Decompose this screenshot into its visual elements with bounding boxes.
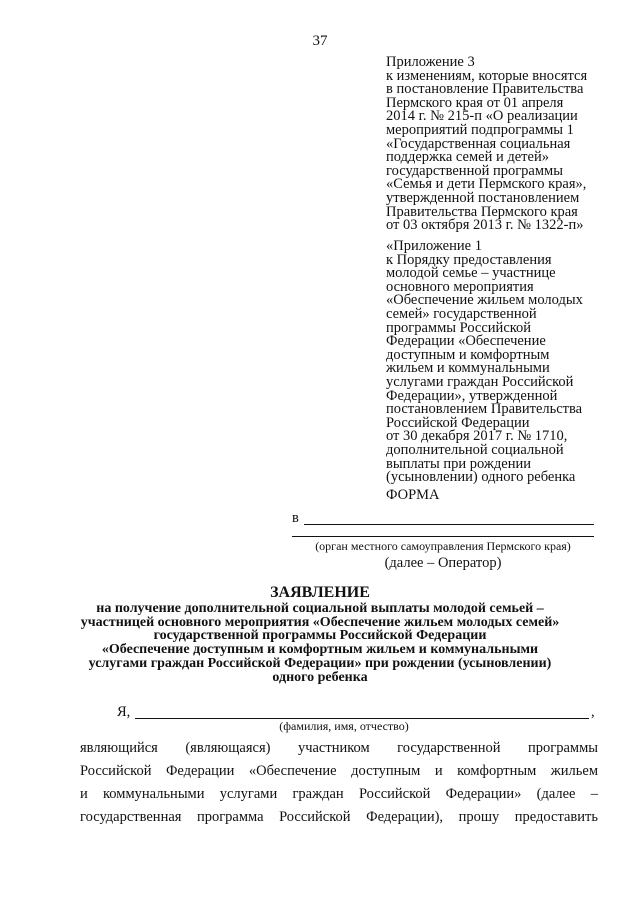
body-line: являющийся (являющаяся) участником государственной программы [80, 740, 598, 756]
body-line: и коммунальными услугами граждан Российской Федерации» (далее – [80, 786, 598, 802]
annex1-line: выплаты при рождении [386, 455, 531, 472]
page-number: 37 [312, 33, 328, 49]
annex1-line: дополнительной социальной [386, 441, 564, 458]
subtitle-line: на получение дополнительной социальной выплаты молодой семьей – [96, 601, 544, 616]
annex3-line: 2014 г. № 215-п «О реализации [386, 108, 578, 125]
annex1-line: Федерации», утвержденной [386, 387, 558, 404]
form-label: ФОРМА [386, 487, 440, 503]
addressee-field[interactable] [292, 510, 604, 526]
body-line: государственная программа Российской Федерации), прошу предоставить [80, 809, 598, 825]
annex1-line: Российской Федерации [386, 414, 530, 431]
annex3-line: поддержка семей и детей» [386, 149, 549, 166]
annex3-line: «Семья и дети Пермского края», [386, 176, 587, 193]
annex1-line: «Обеспечение жильем молодых [386, 292, 583, 309]
subtitle-line: одного ребенка [272, 669, 368, 685]
annex1-line: (усыновлении) одного ребенка [386, 469, 576, 486]
subtitle-line: «Обеспечение доступным и комфортным жильем и коммунальными [101, 642, 539, 658]
annex1-line: Федерации «Обеспечение [386, 333, 546, 350]
applicant-prefix: Я, [117, 704, 131, 720]
body-paragraph [80, 737, 598, 829]
addressee-caption: (орган местного самоуправления Пермского края) [315, 539, 571, 553]
operator-note: (далее – Оператор) [384, 555, 502, 571]
annex1-line: от 30 декабря 2017 г. № 1710, [386, 428, 568, 445]
annex3-line: государственной программы [386, 162, 563, 179]
annex1-line: жильем и коммунальными [386, 360, 550, 377]
document-subtitle [80, 602, 560, 684]
annex1-line: основного мероприятия [386, 278, 534, 295]
annex1-line: программы Российской [386, 319, 532, 336]
annex3-line: Приложение 3 [386, 54, 475, 70]
annex1-line: «Приложение 1 [386, 238, 482, 254]
applicant-caption: (фамилия, имя, отчество) [279, 719, 409, 733]
annex1-line: семей» государственной [386, 305, 537, 322]
annex-1-header [386, 240, 608, 485]
annex3-line: от 03 октября 2013 г. № 1322-п» [386, 217, 584, 234]
document-title: ЗАЯВЛЕНИЕ [270, 584, 370, 601]
subtitle-line: участницей основного мероприятия «Обеспечение жильем молодых семей» [80, 614, 560, 630]
annex3-line: к изменениям, которые вносятся [386, 67, 588, 84]
annex3-line: утвержденной постановлением [386, 189, 580, 206]
annex1-line: к Порядку предоставления [386, 251, 552, 268]
annex3-line: Пермского края от 01 апреля [386, 94, 564, 111]
addressee-underline [304, 524, 594, 525]
annex-3-header [386, 56, 608, 233]
annex3-line: в постановление Правительства [386, 81, 584, 98]
annex1-line: услугами граждан Российской [386, 373, 574, 390]
annex3-line: Правительства Пермского края [386, 203, 578, 220]
addressee-underline-2[interactable] [292, 536, 594, 537]
annex1-line: постановлением Правительства [386, 401, 583, 418]
subtitle-line: государственной программы Российской Федерации [153, 628, 487, 644]
annex3-line: «Государственная социальная [386, 135, 571, 152]
subtitle-line: услугами граждан Российской Федерации» при рождении (усыновлении) [88, 655, 552, 671]
body-line: Российской Федерации «Обеспечение доступным и комфортным жильем [80, 763, 598, 779]
annex3-line: мероприятий подпрограммы 1 [386, 121, 574, 138]
annex1-line: молодой семье – участнице [386, 265, 556, 282]
applicant-suffix: , [591, 704, 595, 720]
annex1-line: доступным и комфортным [386, 346, 550, 363]
addressee-prefix: в [292, 510, 299, 526]
